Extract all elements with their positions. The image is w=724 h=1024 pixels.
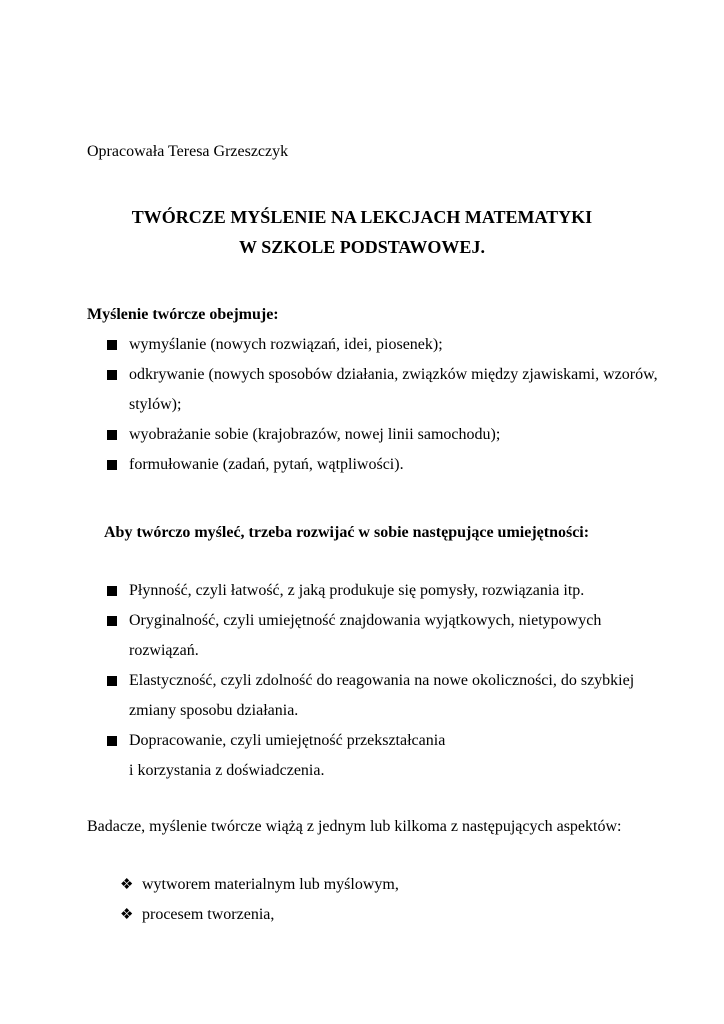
list-item	[107, 330, 667, 360]
thinking-list	[107, 330, 667, 480]
square-bullet-icon	[107, 616, 117, 626]
list-item-text: formułowanie (zadań, pytań, wątpliwości).	[129, 456, 404, 473]
list-item-text: procesem tworzenia,	[142, 906, 275, 923]
list-item	[107, 726, 667, 786]
list-item	[107, 666, 667, 726]
title-line-2: W SZKOLE PODSTAWOWEJ.	[239, 237, 485, 257]
list-item-text: wytworem materialnym lub myślowym,	[142, 876, 399, 893]
list-item-text: wymyślanie (nowych rozwiązań, idei, piosenek);	[129, 336, 443, 353]
square-bullet-icon	[107, 676, 117, 686]
list-item	[107, 420, 667, 450]
square-bullet-icon	[107, 736, 117, 746]
list-item	[107, 360, 667, 420]
page-title	[0, 202, 724, 262]
square-bullet-icon	[107, 340, 117, 350]
square-bullet-icon	[107, 370, 117, 380]
list-item-text: odkrywanie (nowych sposobów działania, związków między zjawiskami, wzorów, stylów);	[129, 366, 658, 413]
author-line: Opracowała Teresa Grzeszczyk	[87, 143, 289, 160]
square-bullet-icon	[107, 586, 117, 596]
square-bullet-icon	[107, 430, 117, 440]
list-item	[107, 576, 667, 606]
aspects-list	[120, 870, 660, 930]
title-line-1: TWÓRCZE MYŚLENIE NA LEKCJACH MATEMATYKI	[131, 207, 593, 227]
list-item	[107, 606, 667, 666]
list-item	[120, 870, 660, 900]
list-item	[120, 900, 660, 930]
section-heading-skills: Aby twórczo myśleć, trzeba rozwijać w sobie następujące umiejętności:	[104, 524, 590, 541]
list-item-text: Płynność, czyli łatwość, z jaką produkuje się pomysły, rozwiązania itp.	[129, 582, 585, 599]
aspects-intro-paragraph: Badacze, myślenie twórcze wiążą z jednym lub kilkoma z następujących aspektów:	[87, 818, 622, 835]
diamond-bullet-icon: ❖	[120, 907, 134, 923]
list-item-text-continued: i korzystania z doświadczenia.	[129, 762, 325, 779]
square-bullet-icon	[107, 460, 117, 470]
list-item-text: Elastyczność, czyli zdolność do reagowania na nowe okoliczności, do szybkiej zmiany sposobu działania.	[129, 672, 635, 719]
list-item	[107, 450, 667, 480]
list-item-text: Oryginalność, czyli umiejętność znajdowania wyjątkowych, nietypowych rozwiązań.	[129, 612, 602, 659]
skills-list	[107, 576, 667, 786]
list-item-text: wyobrażanie sobie (krajobrazów, nowej linii samochodu);	[129, 426, 501, 443]
diamond-bullet-icon: ❖	[120, 877, 134, 893]
list-item-text: Dopracowanie, czyli umiejętność przekształcania	[129, 732, 446, 749]
section-heading-thinking: Myślenie twórcze obejmuje:	[87, 306, 279, 323]
